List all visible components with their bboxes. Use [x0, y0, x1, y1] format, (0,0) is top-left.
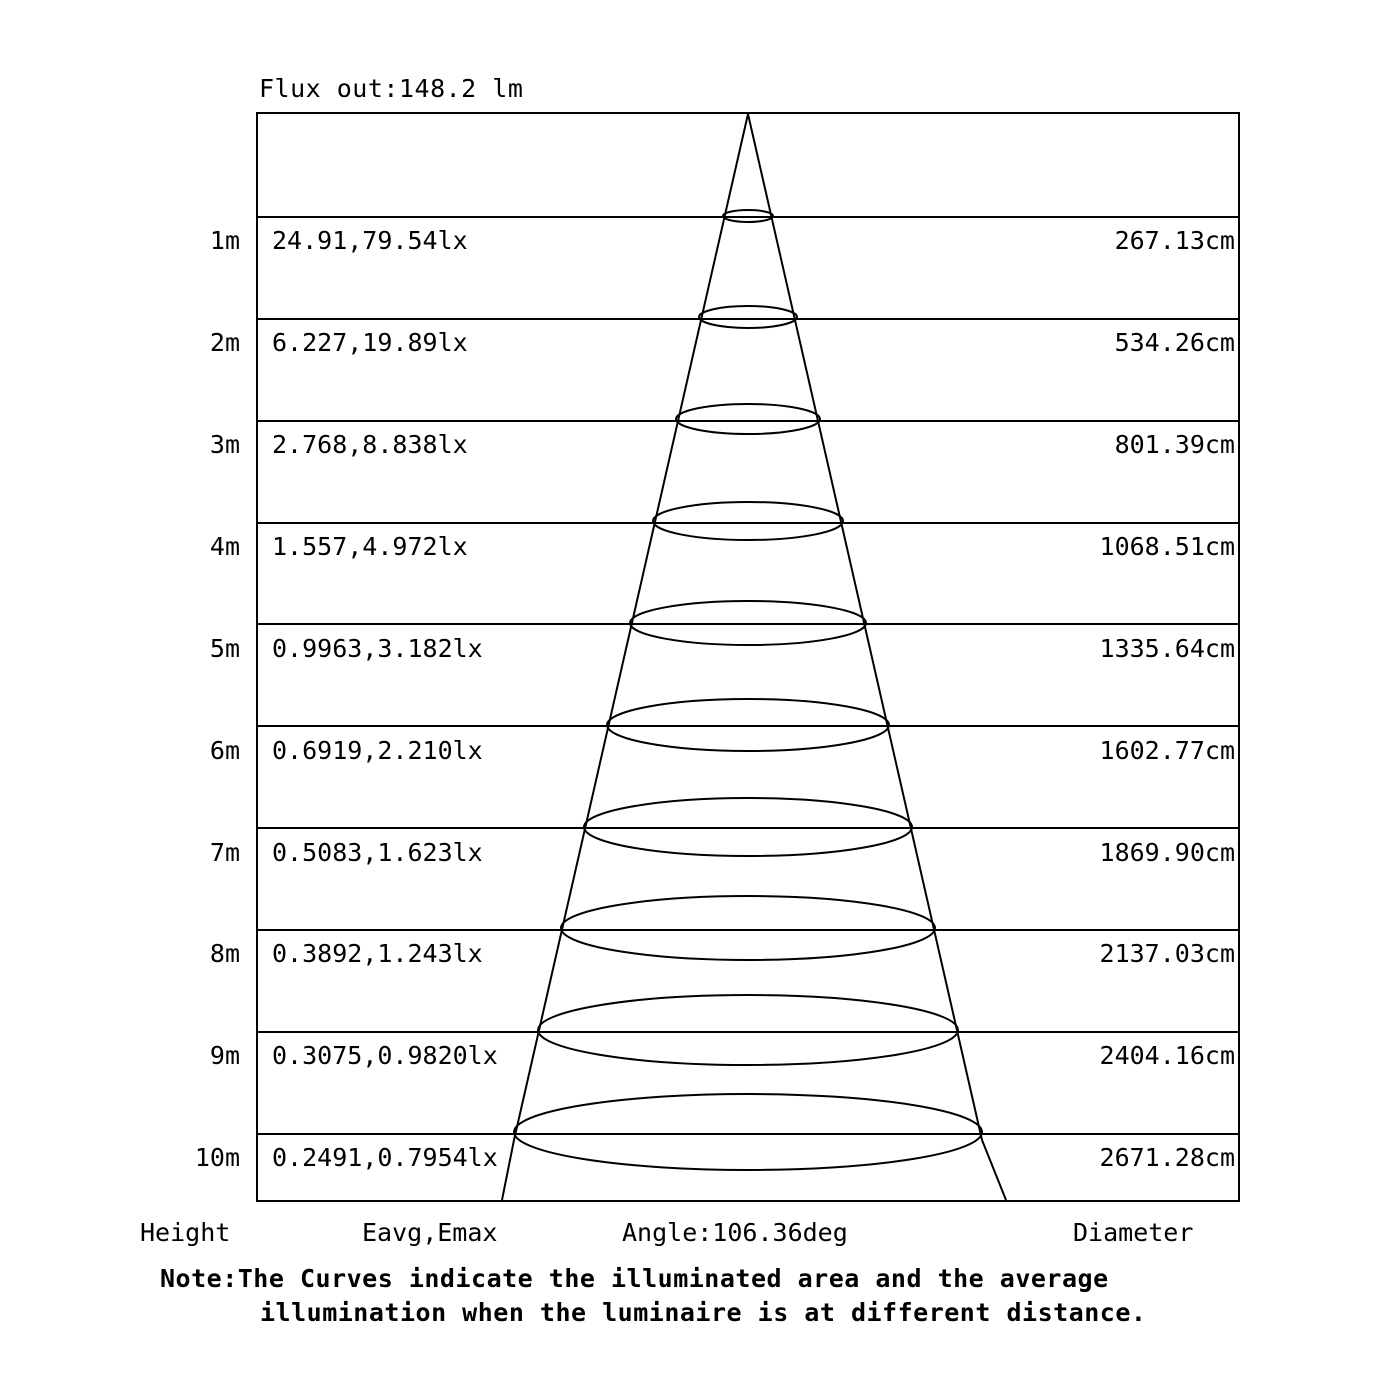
row-rule [256, 318, 1240, 320]
eavg-emax-value: 2.768,8.838lx [272, 430, 468, 459]
diameter-value: 1602.77cm [1099, 736, 1235, 765]
eavg-emax-value: 0.5083,1.623lx [272, 838, 483, 867]
eavg-emax-value: 6.227,19.89lx [272, 328, 468, 357]
diameter-value: 2671.28cm [1099, 1143, 1235, 1172]
axis-caption-eavg: Eavg,Emax [362, 1218, 498, 1247]
eavg-emax-value: 0.3892,1.243lx [272, 939, 483, 968]
height-label: 2m [209, 328, 240, 357]
eavg-emax-value: 0.9963,3.182lx [272, 634, 483, 663]
height-label: 4m [209, 532, 240, 561]
row-rule [256, 522, 1240, 524]
diameter-value: 1068.51cm [1099, 532, 1235, 561]
row-rule [256, 725, 1240, 727]
diameter-value: 267.13cm [1114, 226, 1235, 255]
height-label: 6m [209, 736, 240, 765]
height-label: 10m [194, 1143, 240, 1172]
diameter-value: 1869.90cm [1099, 838, 1235, 867]
eavg-emax-value: 24.91,79.54lx [272, 226, 468, 255]
height-label: 3m [209, 430, 240, 459]
row-rule [256, 420, 1240, 422]
axis-caption-angle: Angle:106.36deg [622, 1218, 848, 1247]
eavg-emax-value: 0.6919,2.210lx [272, 736, 483, 765]
axis-caption-diameter: Diameter [1073, 1218, 1194, 1247]
height-label: 1m [209, 226, 240, 255]
axis-caption-height: Height [140, 1218, 231, 1247]
flux-out-label: Flux out:148.2 lm [259, 74, 524, 103]
height-label: 9m [209, 1041, 240, 1070]
height-label: 8m [209, 939, 240, 968]
note-line-1: Note:The Curves indicate the illuminated area and the average [160, 1264, 1109, 1293]
diameter-value: 2137.03cm [1099, 939, 1235, 968]
row-rule [256, 1133, 1240, 1135]
diameter-value: 534.26cm [1114, 328, 1235, 357]
diameter-value: 1335.64cm [1099, 634, 1235, 663]
eavg-emax-value: 1.557,4.972lx [272, 532, 468, 561]
row-rule [256, 827, 1240, 829]
note-line-2: illumination when the luminaire is at different distance. [260, 1297, 1147, 1327]
row-rule [256, 929, 1240, 931]
eavg-emax-value: 0.2491,0.7954lx [272, 1143, 498, 1172]
height-label: 5m [209, 634, 240, 663]
diameter-value: 2404.16cm [1099, 1041, 1235, 1070]
diameter-value: 801.39cm [1114, 430, 1235, 459]
row-rule [256, 1031, 1240, 1033]
height-label: 7m [209, 838, 240, 867]
row-rule [256, 216, 1240, 218]
note-block [160, 1262, 1280, 1330]
row-rule [256, 623, 1240, 625]
eavg-emax-value: 0.3075,0.9820lx [272, 1041, 498, 1070]
